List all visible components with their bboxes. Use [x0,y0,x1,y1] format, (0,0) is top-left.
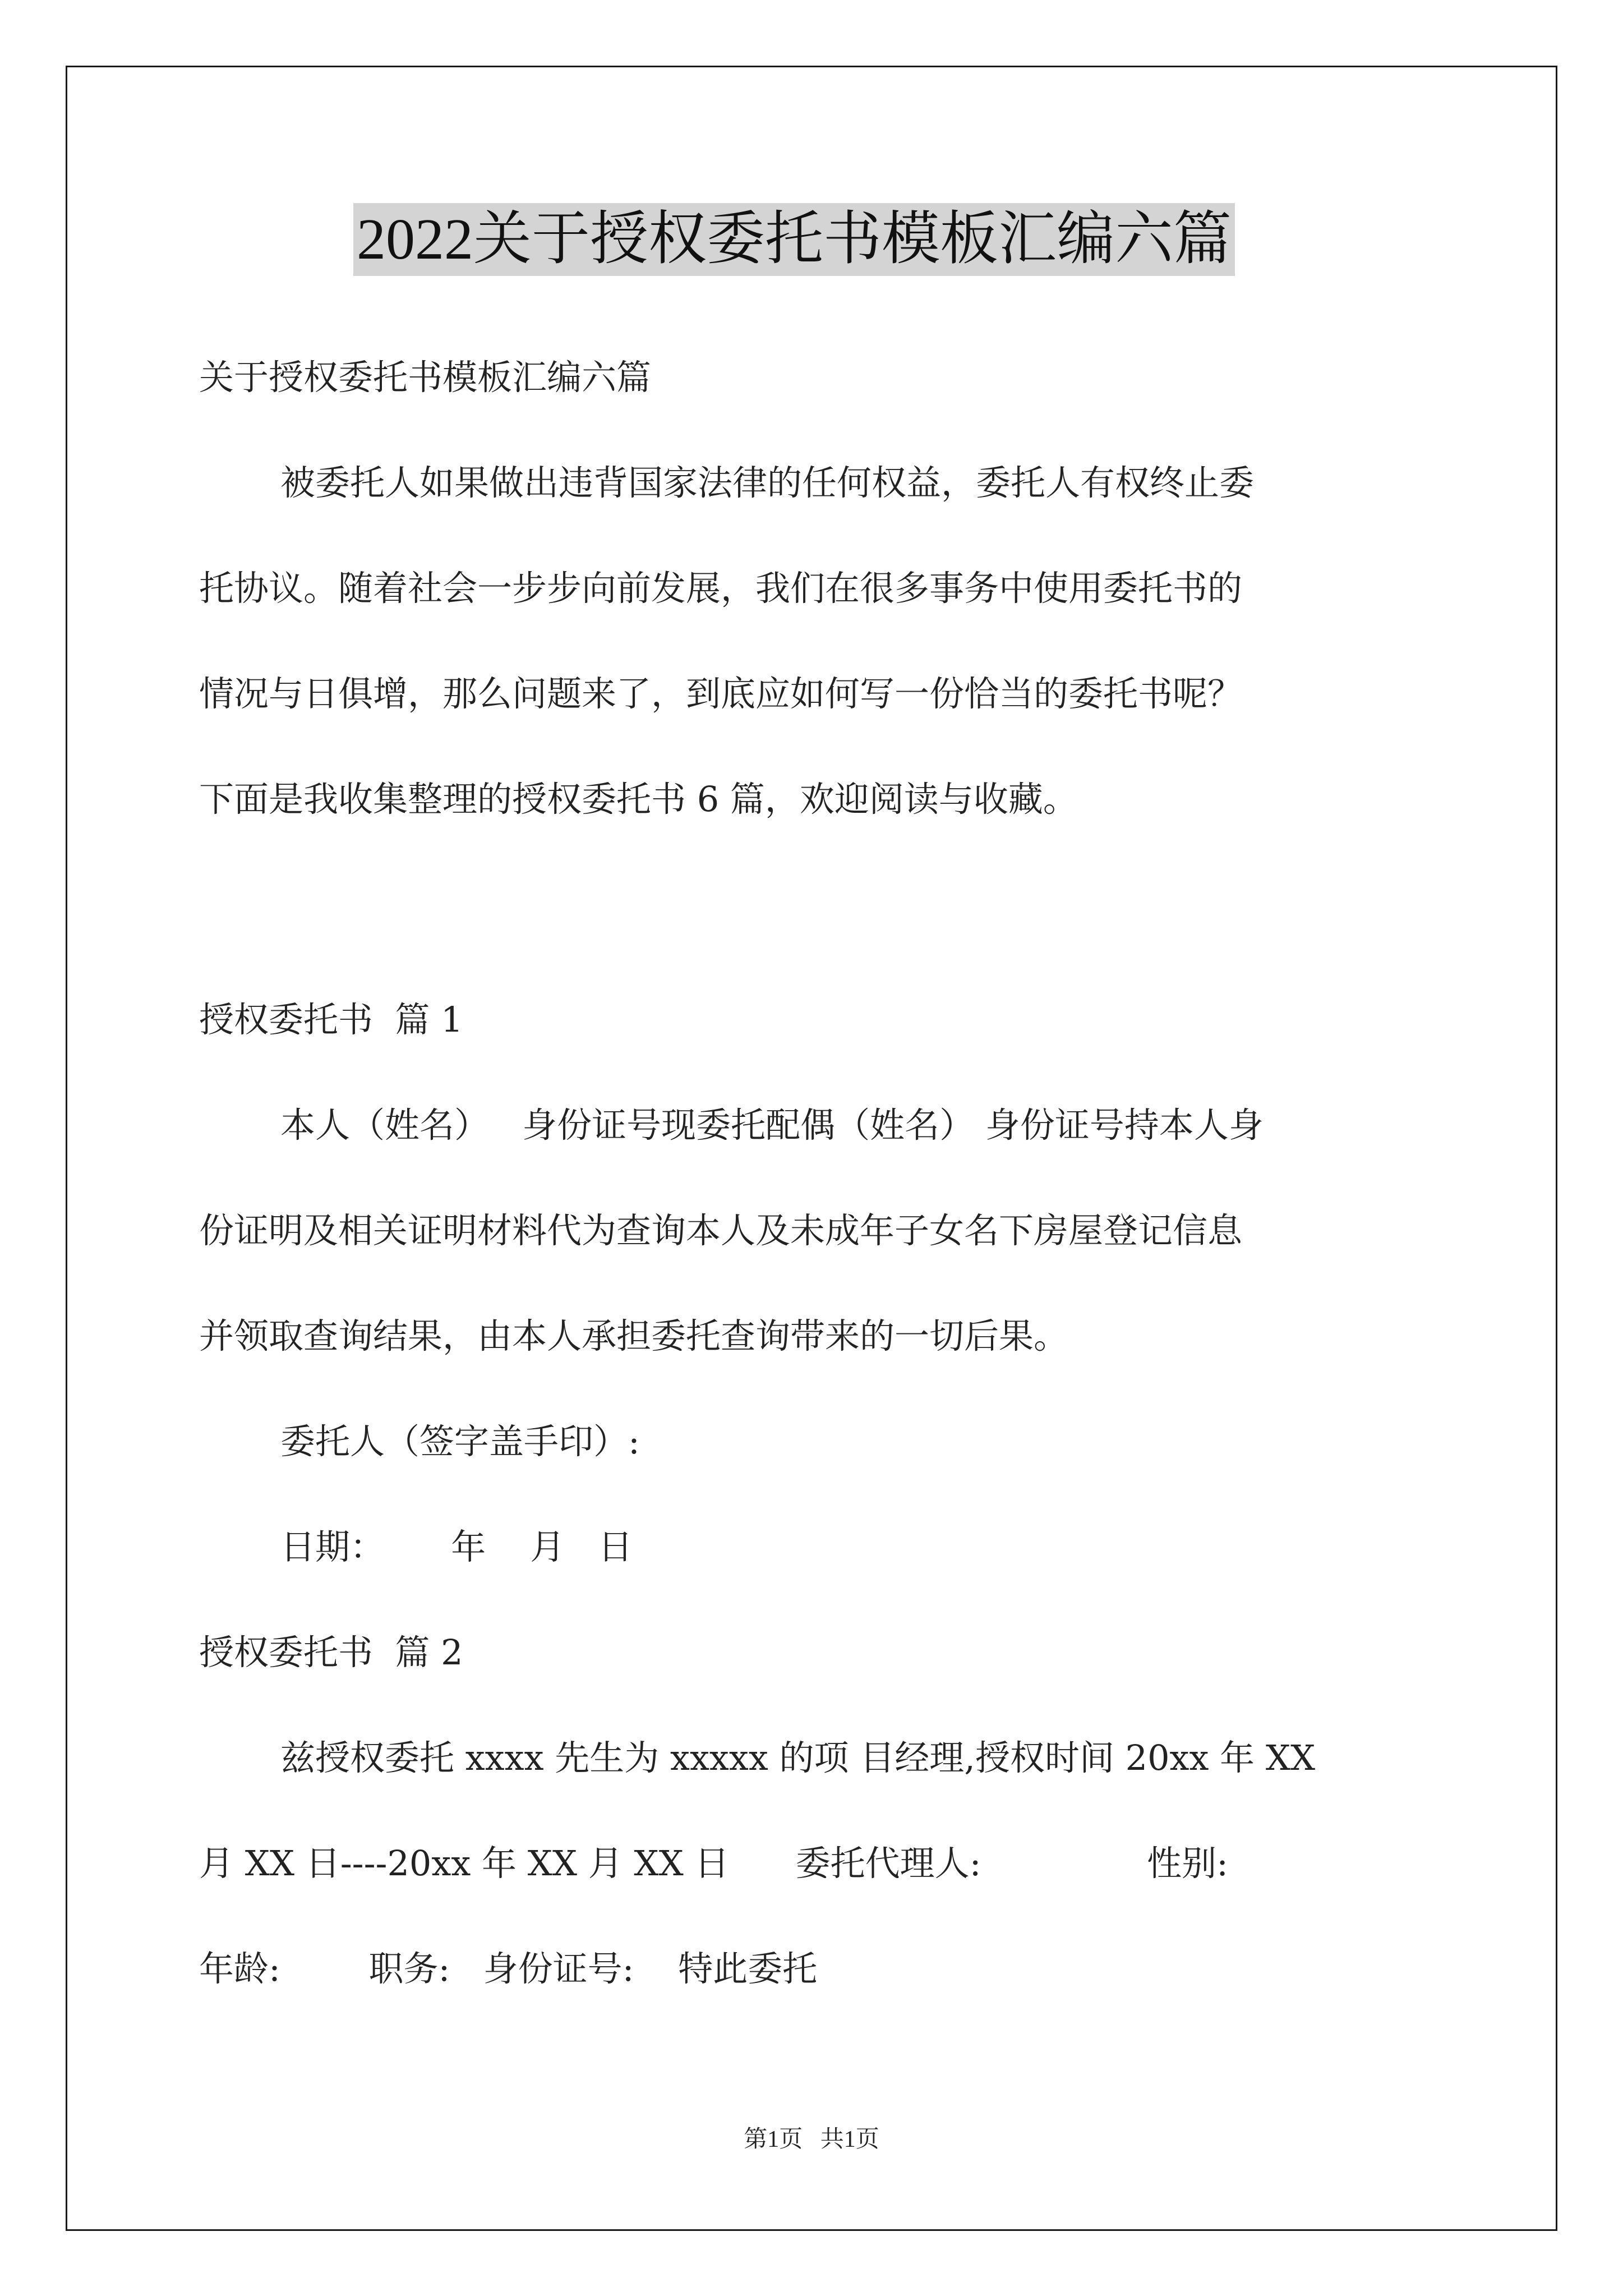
intro-line-2: 托协议。随着社会一步步向前发展，我们在很多事务中使用委托书的 [199,568,1243,609]
section-1-signature: 委托人（签字盖手印）: [280,1421,640,1462]
document-title: 2022关于授权委托书模板汇编六篇 [353,203,1235,276]
page-footer: 第1页 共1页 [744,2127,879,2152]
document-subtitle: 关于授权委托书模板汇编六篇 [199,357,652,398]
section-1-heading: 授权委托书 篇 1 [199,999,463,1040]
section-2-heading: 授权委托书 篇 2 [199,1632,463,1673]
intro-line-1: 被委托人如果做出违背国家法律的任何权益，委托人有权终止委 [280,462,1255,503]
section-1-line-1: 本人（姓名） 身份证号现委托配偶（姓名） 身份证号持本人身 [280,1105,1264,1145]
section-2-line-3: 年龄: 职务: 身份证号: 特此委托 [199,1948,818,1989]
intro-line-4: 下面是我收集整理的授权委托书 6 篇，欢迎阅读与收藏。 [199,779,1078,820]
section-1-line-2: 份证明及相关证明材料代为查询本人及未成年子女名下房屋登记信息 [199,1210,1243,1251]
intro-line-3: 情况与日俱增，那么问题来了，到底应如何写一份恰当的委托书呢？ [199,673,1243,714]
section-1-line-3: 并领取查询结果，由本人承担委托查询带来的一切后果。 [199,1315,1069,1356]
section-2-line-1: 兹授权委托 xxxx 先生为 xxxxx 的项 目经理,授权时间 20xx 年 XX [280,1737,1316,1778]
section-1-date: 日期： 年 月 日 [280,1526,633,1567]
section-2-line-2: 月 XX 日----20xx 年 XX 月 XX 日 委托代理人: 性别: [199,1843,1229,1884]
